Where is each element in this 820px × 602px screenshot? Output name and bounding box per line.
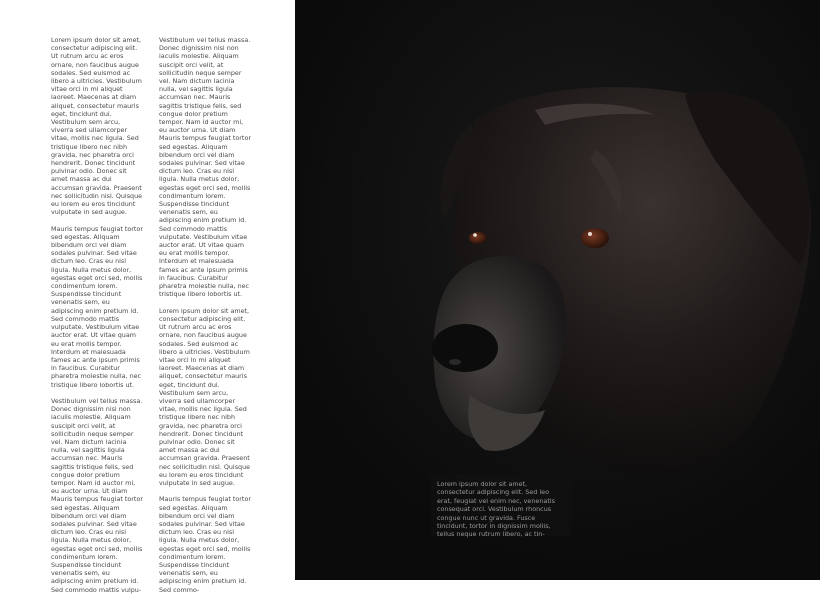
dog-nose xyxy=(432,324,498,372)
body-paragraph: Vestibulum vel tellus massa. Donec dignissim nisi non iaculis molestie. Aliquam suscipit orci velit, at sollicitudin neque semper vel. Nam dictum lacinia nulla, vel sagittis ligula accumsan nec. Mauris sagittis tristique felis, sed congue dolor pretium tempor. Nam id auctor mi, eu auctor urna. Ut diam Mauris tempus feugiat tortor sed egestas. Aliquam bibendum orci vel diam sodales pulvinar. Sed vitae dictum leo. Cras eu nisl ligula. Nulla metus dolor, egestas eget orci sed, mollis condimentum lorem. Suspendisse tincidunt venenatis sem, eu adipiscing enim pretium id. Sed commodo mattis vulputate. Vestibulum vitae auctor erat. Ut vitae quam eu erat mollis tempor. Interdum et malesuada fames ac ante ipsum primis in faucibus. Curabitur pharetra molestie nulla, nec tristique libero lobortis ut. xyxy=(159,36,251,299)
right-page xyxy=(295,0,820,580)
body-paragraph: Vestibulum vel tellus massa. Donec dignissim nisi non iaculis molestie. Aliquam suscipit orci velit, at sollicitudin neque semper vel. Nam dictum lacinia nulla, vel sagittis ligula accumsan nec. Mauris sagittis tristique felis, sed congue dolor pretium tempor. Nam id auctor mi, eu auctor urna. Ut diam Mauris tempus feugiat tortor sed egestas. Aliquam bibendum orci vel diam sodales pulvinar. Sed vitae dictum leo. Cras eu nisl ligula. Nulla metus dolor, egestas eget orci sed, mollis condimentum lorem. Suspendisse tincidunt venenatis sem, eu adipiscing enim pretium id. Sed commodo mattis vulpu- xyxy=(51,396,143,594)
body-paragraph: Lorem ipsum dolor sit amet, consectetur adipiscing elit. Ut rutrum arcu ac eros ornare, non faucibus augue sodales. Sed euismod ac libero a ultricies. Vestibulum vitae orci in mi aliquet laoreet. Maecenas at diam aliquet, consectetur mauris eget, tincidunt dui. Vestibulum sem arcu, viverra sed ullamcorper vitae, mollis nec ligula. Sed tristique libero nec nibh gravida, nec pharetra orci hendrerit. Donec tincidunt pulvinar odio. Donec sit amet massa ac dui accumsan gravida. Praesent nec sollicitudin nisl. Quisque eu lorem eu eros tincidunt vulputate in sed augue. xyxy=(51,36,143,217)
text-column-1 xyxy=(51,36,143,602)
left-page xyxy=(0,0,295,594)
photo-caption: Lorem ipsum dolor sit amet, consectetur adipiscing elit. Sed leo erat, feugiat vel enim nec, venenatis consequat orci. Vestibulum rhoncus congue nunc ut gravida. Fusce tincidunt, tortor in dignissim mollis, tellus neque rutrum libero, ac tin- xyxy=(437,480,555,539)
body-paragraph: Mauris tempus feugiat tortor sed egestas. Aliquam bibendum orci vel diam sodales pulvinar. Sed vitae dictum leo. Cras eu nisl ligula. Nulla metus dolor, egestas eget orci sed, mollis condimentum lorem. Suspendisse tincidunt venenatis sem, eu adipiscing enim pretium id. Sed commodo mattis vulputate. Vestibulum vitae auctor erat. Ut vitae quam eu erat mollis tempor. Interdum et malesuada fames ac ante ipsum primis in faucibus. Curabitur pharetra molestie nulla, nec tristique libero lobortis ut. xyxy=(51,224,143,389)
body-paragraph: Lorem ipsum dolor sit amet, consectetur adipiscing elit. Ut rutrum arcu ac eros ornare, non faucibus augue sodales. Sed euismod ac libero a ultricies. Vestibulum vitae orci in mi aliquet laoreet. Maecenas at diam aliquet, consectetur mauris eget, tincidunt dui. Vestibulum sem arcu, viverra sed ullamcorper vitae, mollis nec ligula. Sed tristique libero nec nibh gravida, nec pharetra orci hendrerit. Donec tincidunt pulvinar odio. Donec sit amet massa ac dui accumsan gravida. Praesent nec sollicitudin nisl. Quisque eu lorem eu eros tincidunt vulputate in sed augue. xyxy=(159,306,251,487)
body-paragraph: Mauris tempus feugiat tortor sed egestas. Aliquam bibendum orci vel diam sodales pulvinar. Sed vitae dictum leo. Cras eu nisl ligula. Nulla metus dolor, egestas eget orci sed, mollis condimentum lorem. Suspendisse tincidunt venenatis sem, eu adipiscing enim pretium id. Sed commo- xyxy=(159,495,251,594)
text-column-2 xyxy=(159,36,251,602)
dog-left-eye xyxy=(469,232,487,244)
dog-right-eye xyxy=(581,228,609,248)
